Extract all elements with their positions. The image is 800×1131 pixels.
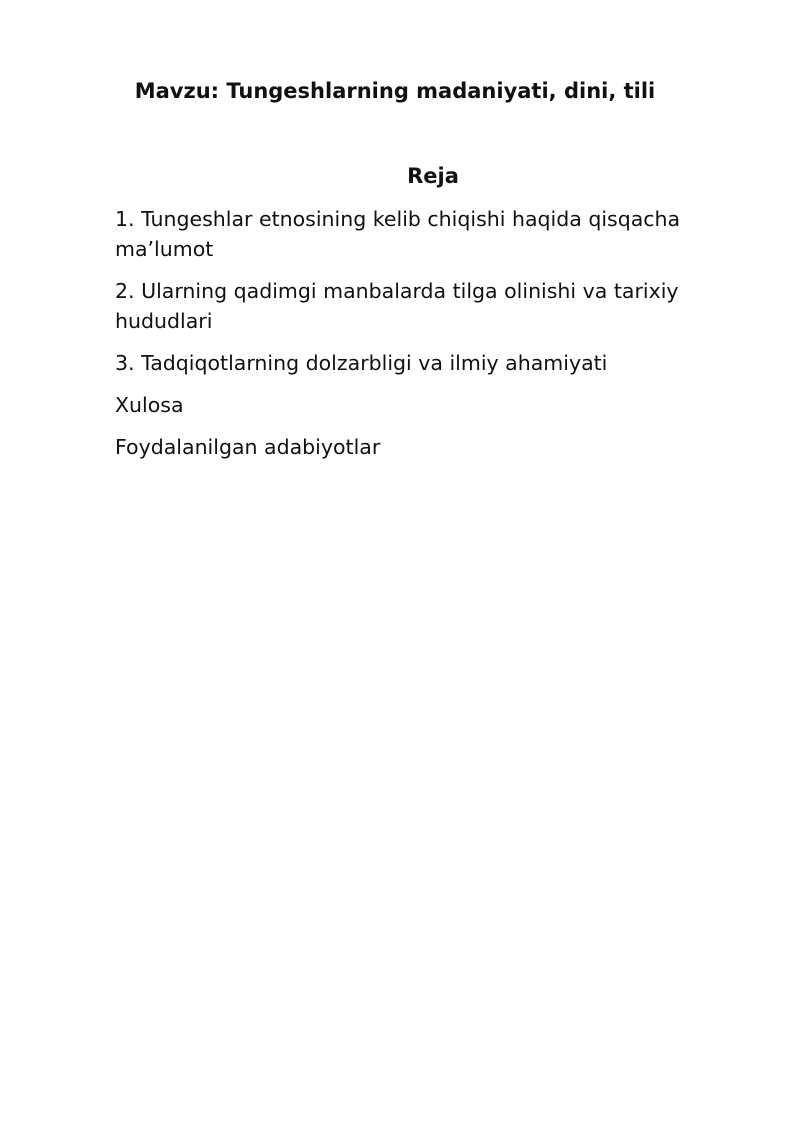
- plan-item-1: 1. Tungeshlar etnosining kelib chiqishi haqida qisqacha ma’lumot: [115, 207, 681, 261]
- document-title: Mavzu: Tungeshlarning madaniyati, dini, tili: [134, 79, 656, 103]
- plan-item-conclusion: Xulosa: [115, 393, 184, 417]
- plan-list: [115, 204, 705, 474]
- plan-heading: Reja: [407, 164, 459, 188]
- plan-item-references: Foydalanilgan adabiyotlar: [115, 435, 381, 459]
- plan-item-2: 2. Ularning qadimgi manbalarda tilga olinishi va tarixiy hududlari: [115, 279, 679, 333]
- plan-item-3: 3. Tadqiqotlarning dolzarbligi va ilmiy ahamiyati: [115, 351, 608, 375]
